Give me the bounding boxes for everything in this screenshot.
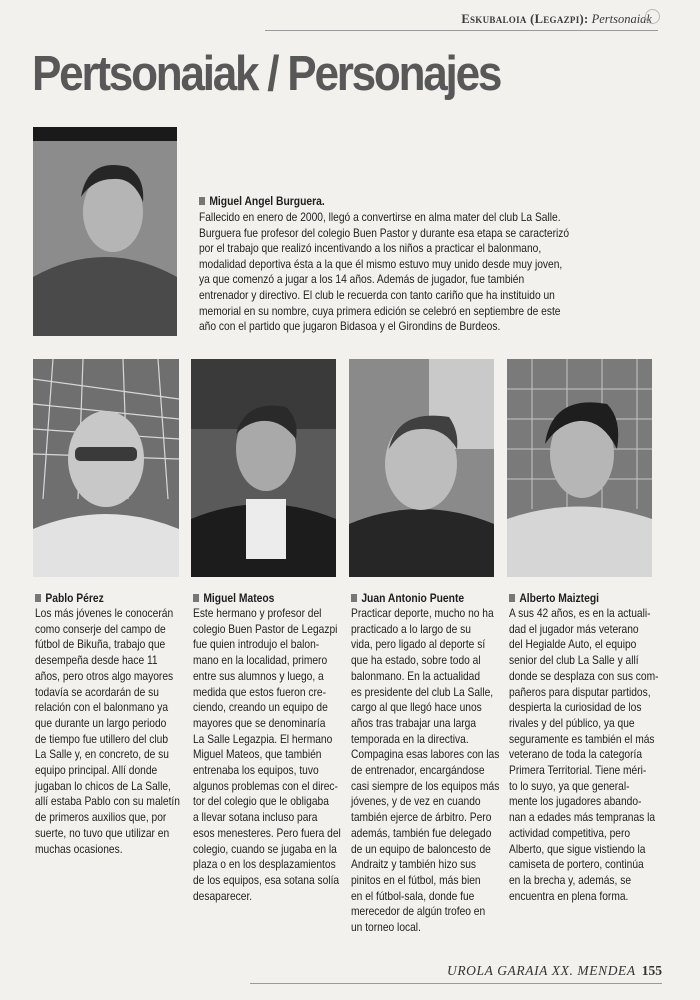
text-line: de un equipo de baloncesto de <box>351 841 491 856</box>
text-line: La Salle Legazpia. El hermano <box>193 731 333 746</box>
header-section: Eskubaloia (Legazpi): <box>461 12 589 26</box>
text-line: colegio, cuando se jugaba en la <box>193 841 337 856</box>
text-line: ciendo, creando un equipo de <box>193 700 328 715</box>
photo-juan-antonio-puente <box>349 359 494 577</box>
text-line: Burguera fue profesor del colegio Buen Pastor y durante esa etapa se caracterizó <box>199 225 570 240</box>
square-bullet-icon <box>199 197 205 205</box>
feature-biography <box>199 210 570 335</box>
text-line: además, también fue delegado <box>351 825 492 840</box>
text-line: relación con el balonmano ya <box>35 700 169 715</box>
text-line: encuentra en plena forma. <box>509 888 629 903</box>
text-line: merecedor de algún trofeo en <box>351 904 486 919</box>
text-line: Alberto, que sigue vistiendo la <box>509 841 646 856</box>
text-line: por el trabajo que realizó incentivando a los niños a practicar el balonmano, <box>199 241 542 256</box>
text-line: año con el partido que jugaron Bidasoa y el Girondins de Burdeos. <box>199 319 501 334</box>
text-line: esos menesteres. Pero fuera del <box>193 825 341 840</box>
text-line: pañeros para disputar partidos, <box>509 684 651 699</box>
page-title: Pertsonaiak / Personajes <box>32 47 501 101</box>
text-line: camiseta de portero, continúa <box>509 857 644 872</box>
text-line: mente los jugadores abando- <box>509 794 642 809</box>
text-line: que ha estado, sobre todo al <box>351 653 481 668</box>
text-line: senior del club La Salle y allí <box>509 653 639 668</box>
text-line: de tiempo fue utillero del club <box>35 731 169 746</box>
publication-name: UROLA GARAIA XX. MENDEA <box>446 963 636 978</box>
person-name: Pablo Pérez <box>35 590 181 606</box>
text-line: en el fútbol-sala, donde fue <box>351 888 475 903</box>
running-header <box>461 12 652 27</box>
square-bullet-icon <box>509 594 515 602</box>
text-line: Fallecido en enero de 2000, llegó a convertirse en alma mater del club La Salle. <box>199 210 561 224</box>
text-line: a llevar sotana incluso para <box>193 810 318 825</box>
text-line: temporada en la directiva. <box>351 731 469 746</box>
profile-miguel-mateos <box>193 590 339 904</box>
square-bullet-icon <box>193 594 199 602</box>
text-line: entre sus alumnos y luego, a <box>193 668 324 683</box>
text-line: allí estaba Pablo con su maletín <box>35 794 180 809</box>
text-line: ya que comenzó a jugar a los 14 años. Además de jugador, fue también <box>199 272 525 287</box>
text-line: de primeros auxilios que, por <box>35 810 167 825</box>
text-line: de entrenador, encargándose <box>351 763 485 778</box>
text-line: de los equipos, esa sotana solía <box>193 872 340 887</box>
photo-alberto-maiztegi <box>507 359 652 577</box>
text-line: mano en la localidad, primero <box>193 653 328 668</box>
text-line: algunos problemas con el direc- <box>193 778 338 793</box>
text-line: es presidente del club La Salle, <box>351 684 494 699</box>
text-line: plaza o en los desplazamientos <box>193 857 336 872</box>
text-line: actividad competitiva, pero <box>509 825 631 840</box>
person-bio <box>193 606 339 904</box>
text-line: jugaban lo chicos de La Salle, <box>35 778 171 793</box>
photo-pablo-perez <box>33 359 179 577</box>
text-line: Miguel Mateos, que también <box>193 747 322 762</box>
text-line: Los más jóvenes le conocerán <box>35 606 174 620</box>
text-line: en la brecha y, además, se <box>509 872 632 887</box>
profile-juan-antonio-puente <box>351 590 500 936</box>
profile-pablo-perez <box>35 590 181 857</box>
running-footer <box>447 963 662 979</box>
text-line: cargo al que llegó hace unos <box>351 700 482 715</box>
feature-person-name: Miguel Angel Burguera. <box>199 194 325 208</box>
text-line: Primera Territorial. Tiene méri- <box>509 763 647 778</box>
text-line: un torneo local. <box>351 920 421 935</box>
text-line: años, pero otros algo mayores <box>35 668 174 683</box>
text-line: tor del colegio que le obligaba <box>193 794 329 809</box>
text-line: A sus 42 años, es en la actuali- <box>509 606 651 620</box>
person-name: Juan Antonio Puente <box>351 590 497 606</box>
text-line: fútbol de Bikuña, trabajo que <box>35 637 166 652</box>
header-rule <box>265 30 658 31</box>
text-line: desempeña desde hace 11 <box>35 653 158 668</box>
text-line: vida, pero ligado al deporte sí <box>351 637 486 652</box>
text-line: del Hegialde Auto, el equipo <box>509 637 637 652</box>
text-line: La Salle y, en concreto, de su <box>35 747 169 762</box>
text-line: entrenaba los equipos, tuvo <box>193 763 319 778</box>
text-line: como conserje del campo de <box>35 621 166 636</box>
text-line: seguramente es también el más <box>509 731 655 746</box>
photo-miguel-angel-burguera <box>33 127 177 336</box>
text-line: años tras trabajar una larga <box>351 715 477 730</box>
text-line: to lo suyo, ya que general- <box>509 778 630 793</box>
text-line: equipo principal. Allí donde <box>35 763 158 778</box>
text-line: que durante un largo periodo <box>35 715 167 730</box>
person-bio <box>35 606 181 857</box>
text-line: desaparecer. <box>193 888 253 903</box>
square-bullet-icon <box>35 594 41 602</box>
person-bio <box>509 606 659 904</box>
text-line: memorial en su nombre, cuya primera edición se celebró en septiembre de este <box>199 303 561 318</box>
text-line: rivales y del público, ya que <box>509 715 635 730</box>
text-line: también ejerce de árbitro. Pero <box>351 810 492 825</box>
photo-miguel-mateos <box>191 359 336 577</box>
text-line: practicado a lo largo de su <box>351 621 471 636</box>
text-line: Compagina esas labores con las <box>351 747 500 762</box>
profile-alberto-maiztegi <box>509 590 659 904</box>
text-line: entrenador y directivo. El club le recuerda con tanto cariño que ha instituido un <box>199 287 555 302</box>
text-line: modalidad deportiva ésta a la que él mismo estuvo muy unido desde muy joven, <box>199 256 563 271</box>
text-line: colegio Buen Pastor de Legazpi <box>193 621 338 636</box>
person-name: Miguel Mateos <box>193 590 339 606</box>
text-line: balonmano. En la actualidad <box>351 668 481 683</box>
person-bio <box>351 606 500 936</box>
text-line: todavía se acordarán de su <box>35 684 159 699</box>
text-line: Practicar deporte, mucho no ha <box>351 606 494 620</box>
text-line: veterano de toda la categoría <box>509 747 643 762</box>
handball-icon <box>645 9 660 24</box>
text-line: Este hermano y profesor del <box>193 606 322 620</box>
text-line: medida que estos fueron cre- <box>193 684 327 699</box>
text-line: fue quien introdujo el balon- <box>193 637 320 652</box>
text-line: donde se desplaza con sus com- <box>509 668 659 683</box>
text-line: nan a edades más tempranas la <box>509 810 656 825</box>
page-number: 155 <box>641 963 662 978</box>
text-line: casi siempre de los equipos más <box>351 778 500 793</box>
text-line: mayores que se denominaría <box>193 715 326 730</box>
text-line: dad el jugador más veterano <box>509 621 639 636</box>
footer-rule <box>250 983 662 984</box>
text-line: muchas ocasiones. <box>35 841 123 856</box>
text-line: despierta la curiosidad de los <box>509 700 642 715</box>
person-name: Alberto Maiztegi <box>509 590 655 606</box>
header-subsection: Pertsonaiak <box>591 12 652 26</box>
text-line: Andraitz y también hizo sus <box>351 857 477 872</box>
text-line: jóvenes, y de vez en cuando <box>351 794 481 809</box>
square-bullet-icon <box>351 594 357 602</box>
text-line: pinitos en el fútbol, más bien <box>351 872 481 887</box>
text-line: suerte, no tuvo que utilizar en <box>35 825 170 840</box>
